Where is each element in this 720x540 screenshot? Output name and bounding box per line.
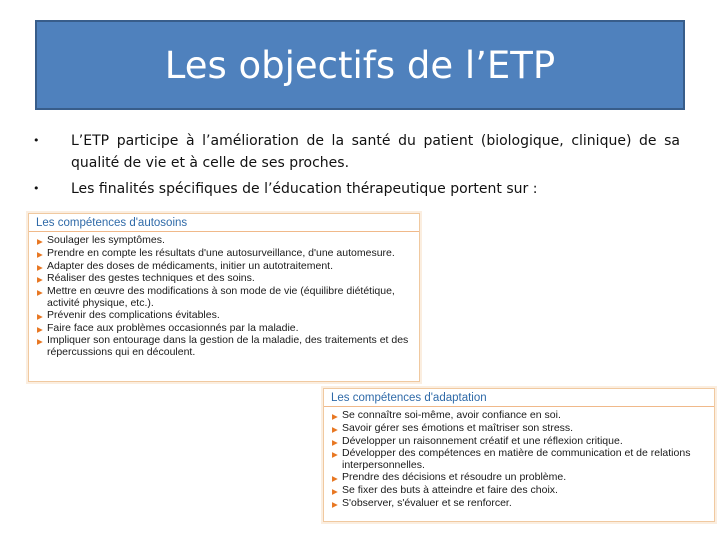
- list-item-text: Développer des compétences en matière de communication et de relations interpersonnelles.: [342, 447, 691, 472]
- list-item-text: Savoir gérer ses émotions et maîtriser son stress.: [342, 421, 574, 434]
- triangle-bullet-icon: ▶: [37, 288, 43, 298]
- adaptation-heading: Les compétences d'adaptation: [324, 389, 714, 407]
- triangle-bullet-icon: ▶: [332, 499, 338, 509]
- list-item-text: Se connaître soi-même, avoir confiance en soi.: [342, 409, 561, 421]
- bullet-text: L’ETP participe à l’amélioration de la santé du patient (biologique, clinique) de sa qualité de vie et à celle de ses proches.: [71, 133, 680, 171]
- list-item-text: Adapter des doses de médicaments, initier un autotraitement.: [47, 259, 333, 272]
- triangle-bullet-icon: ▶: [37, 249, 43, 259]
- list-item: [37, 310, 411, 323]
- adaptation-list: [324, 407, 714, 510]
- list-item: [37, 335, 411, 359]
- list-item-text: Prendre des décisions et résoudre un problème.: [342, 470, 567, 483]
- list-item-text: Impliquer son entourage dans la gestion de la maladie, des traitements et des répercussions qui en découlent.: [47, 334, 409, 359]
- adaptation-box: [323, 388, 715, 522]
- list-item: [332, 448, 706, 472]
- triangle-bullet-icon: ▶: [332, 486, 338, 496]
- list-item: [332, 485, 706, 498]
- triangle-bullet-icon: ▶: [37, 237, 43, 246]
- bullet-dot: •: [33, 182, 40, 195]
- list-item: [332, 472, 706, 485]
- list-item: [37, 235, 411, 248]
- triangle-bullet-icon: ▶: [332, 437, 338, 447]
- triangle-bullet-icon: ▶: [37, 337, 43, 347]
- autosoins-box: [28, 213, 420, 382]
- list-item: [332, 423, 706, 436]
- triangle-bullet-icon: ▶: [332, 424, 338, 434]
- bullet-item: [30, 130, 680, 174]
- triangle-bullet-icon: ▶: [332, 412, 338, 421]
- triangle-bullet-icon: ▶: [332, 473, 338, 483]
- list-item: [332, 498, 706, 511]
- autosoins-list: [29, 232, 419, 359]
- title-banner: [35, 20, 685, 110]
- slide-title: Les objectifs de l’ETP: [164, 43, 556, 87]
- list-item-text: Prévenir des complications évitables.: [47, 308, 220, 321]
- list-item: [37, 286, 411, 310]
- list-item-text: Développer un raisonnement créatif et une réflexion critique.: [342, 434, 623, 447]
- bullet-dot: •: [33, 134, 40, 147]
- bullet-text: Les finalités spécifiques de l’éducation thérapeutique portent sur :: [71, 181, 538, 197]
- list-item: [37, 248, 411, 261]
- triangle-bullet-icon: ▶: [332, 450, 338, 460]
- list-item-text: S'observer, s'évaluer et se renforcer.: [342, 496, 512, 509]
- triangle-bullet-icon: ▶: [37, 311, 43, 321]
- list-item-text: Prendre en compte les résultats d'une autosurveillance, d'une automesure.: [47, 246, 395, 259]
- list-item-text: Réaliser des gestes techniques et des soins.: [47, 272, 255, 285]
- bullet-list: [30, 130, 680, 200]
- autosoins-heading: Les compétences d'autosoins: [29, 214, 419, 232]
- bullet-item: [30, 178, 680, 200]
- list-item-text: Mettre en œuvre des modifications à son mode de vie (équilibre diététique, activité physique, etc.).: [47, 285, 395, 309]
- triangle-bullet-icon: ▶: [37, 275, 43, 285]
- list-item-text: Se fixer des buts à atteindre et faire des choix.: [342, 483, 558, 496]
- list-item-text: Faire face aux problèmes occasionnés par la maladie.: [47, 321, 299, 334]
- list-item-text: Soulager les symptômes.: [47, 234, 165, 246]
- triangle-bullet-icon: ▶: [37, 324, 43, 334]
- triangle-bullet-icon: ▶: [37, 262, 43, 272]
- list-item: [332, 410, 706, 423]
